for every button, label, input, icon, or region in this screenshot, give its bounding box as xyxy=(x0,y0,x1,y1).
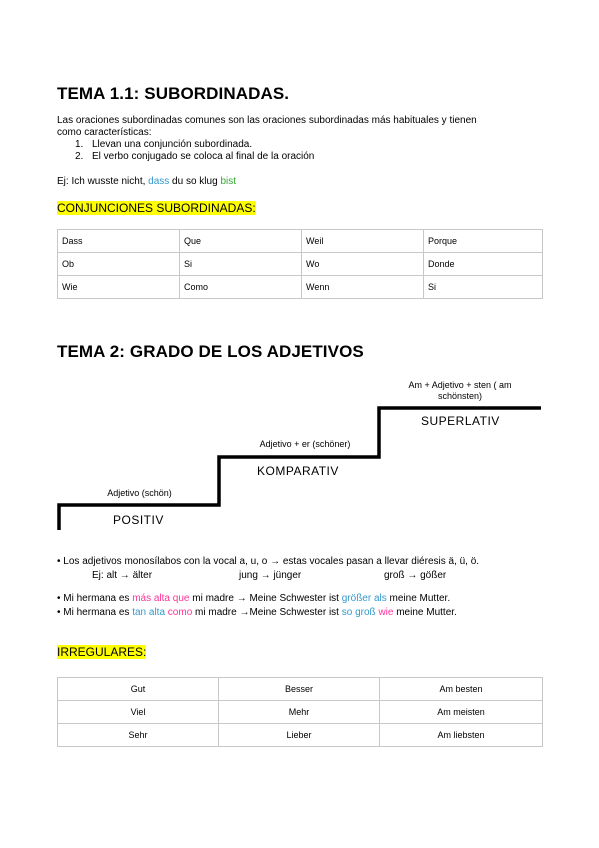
table-cell: Porque xyxy=(424,230,543,253)
table-cell: Wie xyxy=(58,276,180,299)
table-cell: Mehr xyxy=(219,701,380,724)
text-run: mi madre → Meine Schwester ist xyxy=(189,593,342,604)
list-number: 2. xyxy=(75,151,84,162)
komparativ-note: Adjetivo + er (schöner) xyxy=(259,439,351,449)
positiv-note: Adjetivo (schön) xyxy=(107,488,172,498)
table-cell: Lieber xyxy=(219,724,380,747)
bullet-icon: • xyxy=(57,607,64,618)
text-run: Mi hermana es xyxy=(63,593,133,604)
bullet-icon: • xyxy=(57,556,61,567)
intro-line-2: como características: xyxy=(57,127,152,138)
table-cell: Besser xyxy=(219,678,380,701)
table-cell: Wo xyxy=(302,253,424,276)
list-number: 1. xyxy=(75,139,84,150)
highlight-text: más alta que xyxy=(132,593,190,604)
example-verb: bist xyxy=(220,176,236,187)
table-row xyxy=(58,678,543,701)
examples-umlaut-3: groß → gößer xyxy=(384,570,447,581)
text-run: meine Mutter. xyxy=(393,607,457,618)
bullet-text: Los adjetivos monosílabos con la vocal a, u, o → estas vocales pasan a llevar diéresis ä, ü, ö. xyxy=(63,556,480,567)
table-cell: Weil xyxy=(302,230,424,253)
table-cell: Si xyxy=(180,253,302,276)
table-cell: Wenn xyxy=(302,276,424,299)
table-cell: Dass xyxy=(58,230,180,253)
bullet-monosilabos xyxy=(57,556,557,568)
text-run: Mi hermana es xyxy=(63,607,133,618)
highlight-text: größer als xyxy=(341,593,387,604)
conjunciones-heading-text: CONJUNCIONES SUBORDINADAS: xyxy=(57,201,256,215)
superlativ-note: Am + Adjetivo + sten ( am schönsten) xyxy=(408,380,512,401)
highlight-text: so groß xyxy=(341,607,376,618)
table-cell: Como xyxy=(180,276,302,299)
table-cell: Si xyxy=(424,276,543,299)
positiv-label: POSITIV xyxy=(113,513,164,527)
table-cell: Que xyxy=(180,230,302,253)
table-cell: Ob xyxy=(58,253,180,276)
example-prefix: Ej: Ich wusste nicht, xyxy=(57,176,149,187)
examples-umlaut-1: Ej: alt → älter xyxy=(92,570,153,581)
superlativ-label: SUPERLATIV xyxy=(421,414,500,428)
table-cell: Viel xyxy=(58,701,219,724)
highlight-text: tan alta xyxy=(132,607,166,618)
example-middle: du so klug xyxy=(169,176,221,187)
highlight-text: como xyxy=(167,607,193,618)
list-text: Llevan una conjunción subordinada. xyxy=(92,139,253,150)
table-cell: Am meisten xyxy=(380,701,543,724)
intro-line-1: Las oraciones subordinadas comunes son las oraciones subordinadas más habituales y tienen xyxy=(57,115,477,126)
bullet-igualdad xyxy=(57,607,457,619)
table-cell: Gut xyxy=(58,678,219,701)
examples-umlaut-2: jung → jünger xyxy=(239,570,302,581)
table-cell: Donde xyxy=(424,253,543,276)
irregulares-heading xyxy=(57,645,146,659)
bullet-icon: • xyxy=(57,593,64,604)
tema2-title: TEMA 2: GRADO DE LOS ADJETIVOS xyxy=(57,342,364,361)
irregulares-table xyxy=(57,677,543,747)
highlight-text: wie xyxy=(378,607,394,618)
irregulares-heading-text: IRREGULARES: xyxy=(57,645,147,659)
text-run: mi madre →Meine Schwester ist xyxy=(192,607,342,618)
table-row xyxy=(58,724,543,747)
example-conjunction: dass xyxy=(148,176,170,187)
table-cell: Am liebsten xyxy=(380,724,543,747)
komparativ-label: KOMPARATIV xyxy=(257,464,339,478)
tema1-title: TEMA 1.1: SUBORDINADAS. xyxy=(57,84,290,103)
bullet-comparativo xyxy=(57,593,450,605)
table-cell: Sehr xyxy=(58,724,219,747)
table-row xyxy=(58,701,543,724)
text-run: meine Mutter. xyxy=(386,593,451,604)
table-cell: Am besten xyxy=(380,678,543,701)
list-text: El verbo conjugado se coloca al final de la oración xyxy=(92,151,315,162)
